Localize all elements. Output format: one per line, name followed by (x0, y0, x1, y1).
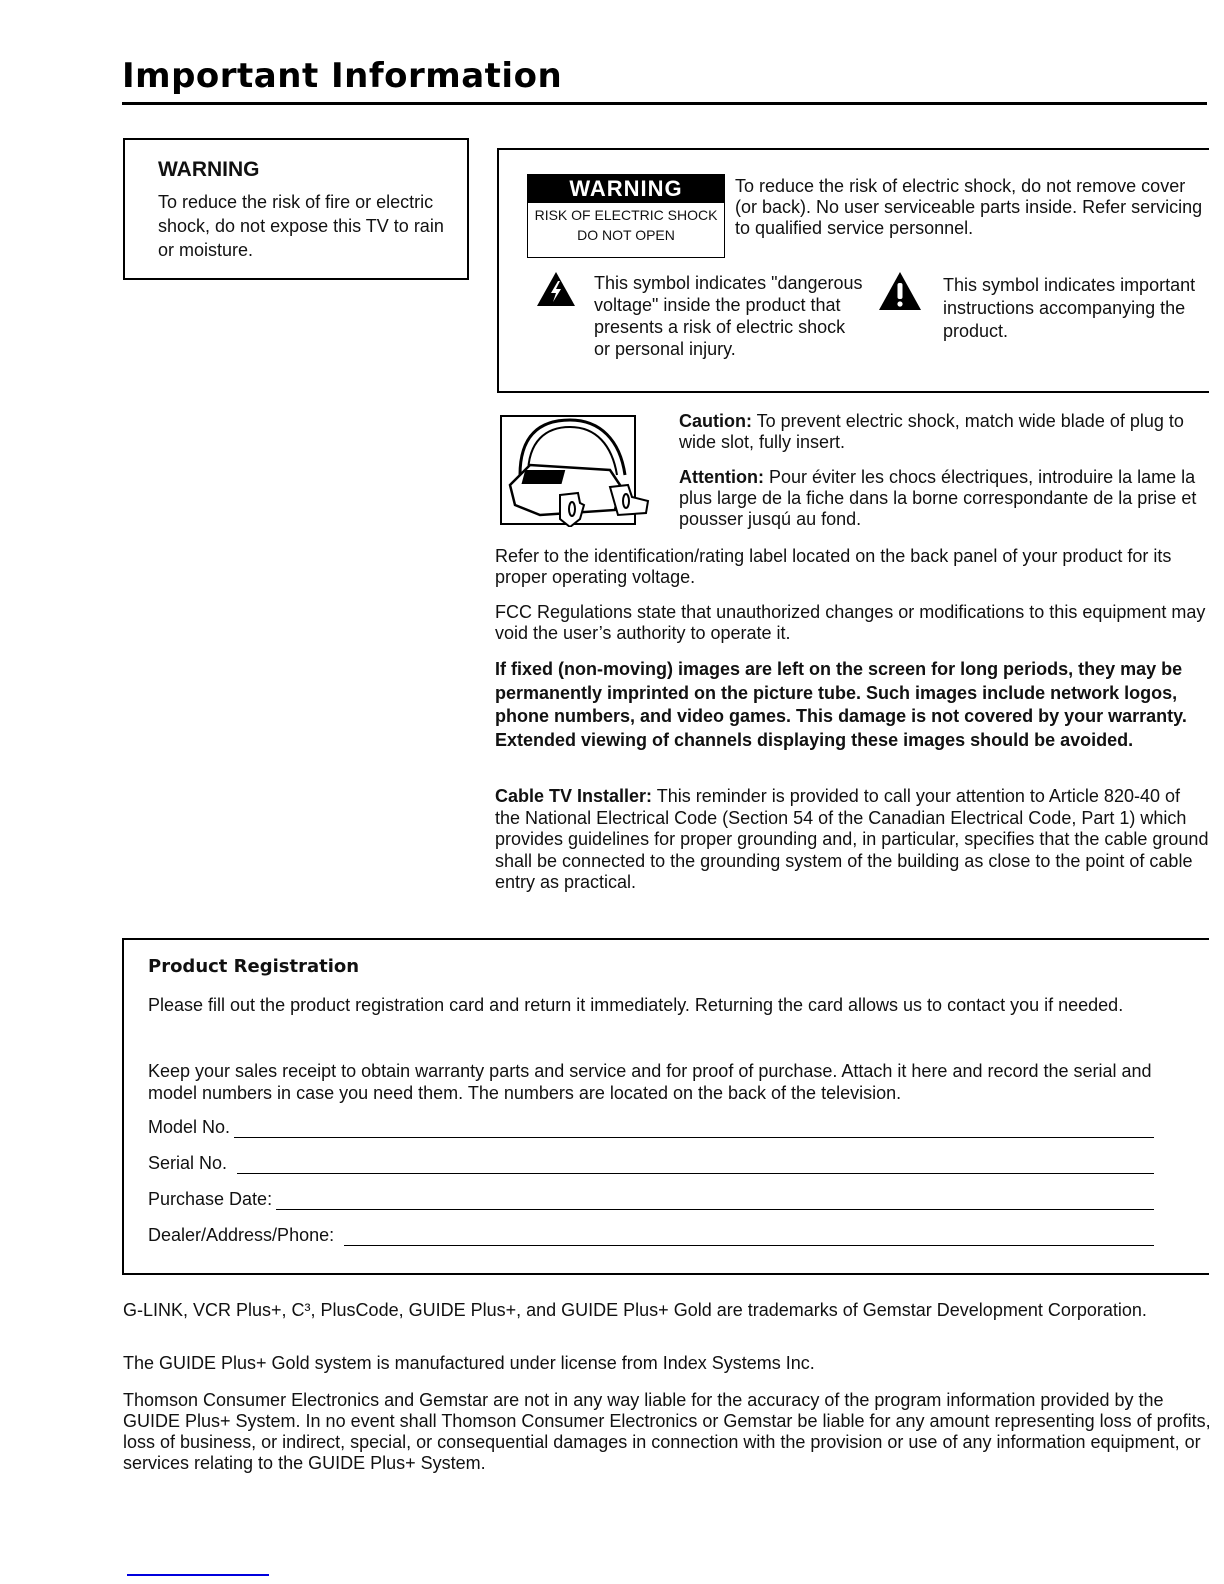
license-paragraph: The GUIDE Plus+ Gold system is manufactured under license from Index Systems Inc. (123, 1353, 815, 1373)
page-title: Important Information (122, 56, 563, 96)
warning-heading: WARNING (158, 158, 260, 181)
warning-label-line1: RISK OF ELECTRIC SHOCK (534, 207, 718, 223)
warning-label (527, 174, 725, 258)
caution-label: Caution: (679, 411, 752, 431)
cable-installer-paragraph (495, 786, 1209, 894)
dealer-label: Dealer/Address/Phone: (148, 1225, 335, 1245)
warning-text: To reduce the risk of fire or electric shock, do not expose this TV to rain or moisture. (158, 192, 444, 260)
electric-shock-box (497, 148, 1209, 393)
warning-label-line2: DO NOT OPEN (577, 227, 675, 243)
purchase-date-input[interactable] (276, 1191, 1154, 1210)
polarized-plug-icon (500, 415, 650, 532)
registration-paragraph-2: Keep your sales receipt to obtain warranty parts and service and for proof of purchase. Attach it here and record the serial and model numbers in case you need them. The numbers are located on the back of the television. (148, 1061, 1152, 1103)
rating-label-paragraph: Refer to the identification/rating label located on the back panel of your product for its proper operating voltage. (495, 546, 1172, 587)
warning-label-band: WARNING (528, 175, 724, 203)
model-number-label: Model No. (148, 1117, 231, 1137)
trademarks-paragraph: G-LINK, VCR Plus+, C³, PlusCode, GUIDE Plus+, and GUIDE Plus+ Gold are trademarks of Gemstar Development Corporation. (123, 1300, 1147, 1320)
fixed-images-warning: If fixed (non-moving) images are left on the screen for long periods, they may be permanently imprinted on the picture tube. Such images include network logos, phone numbers, and video games. This damage is not covered by your warranty. Extended viewing of channels displaying these images should be avoided. (495, 659, 1187, 750)
fire-warning-box (123, 138, 469, 280)
model-number-input[interactable] (234, 1119, 1154, 1138)
liability-paragraph: Thomson Consumer Electronics and Gemstar are not in any way liable for the accuracy of the program information provided by the GUIDE Plus+ System. In no event shall Thomson Consumer Electronics or Gemstar be liable for any amount representing loss of profits, loss of business, or indirect, special, or consequential damages in connection with the provision or use of any information equipment, or services relating to the GUIDE Plus+ System. (123, 1390, 1211, 1473)
voltage-symbol-text: This symbol indicates "dangerous voltage" inside the product that presents a risk of electric shock or personal injury. (594, 273, 863, 359)
serial-number-input[interactable] (237, 1155, 1154, 1174)
instructions-symbol-text: This symbol indicates important instructions accompanying the product. (943, 275, 1196, 341)
fcc-paragraph: FCC Regulations state that unauthorized changes or modifications to this equipment may void the user’s authority to operate it. (495, 602, 1206, 643)
purchase-date-field (148, 1186, 1154, 1210)
shock-warning-text: To reduce the risk of electric shock, do not remove cover (or back). No user serviceable parts inside. Refer servicing to qualified service personnel. (735, 176, 1203, 238)
dealer-input[interactable] (344, 1227, 1154, 1246)
model-number-field (148, 1114, 1154, 1138)
product-registration-box (122, 938, 1209, 1275)
lightning-triangle-icon (537, 272, 575, 311)
exclamation-triangle-icon (879, 272, 921, 315)
cable-installer-body: This reminder is provided to call your attention to Article 820-40 of the National Electrical Code (Section 54 of the Canadian Electrical Code, Part 1) which provides guidelines for proper grounding and, in particular, specifies that the cable ground shall be connected to the grounding system of the building as close to the point of cable entry as practical. (495, 786, 1209, 892)
attention-body: Pour éviter les chocs électriques, introduire la lame la plus large de la fiche dans la borne correspondante de la prise et pousser jusqú au fond. (679, 467, 1197, 529)
registration-title: Product Registration (148, 956, 360, 977)
attention-label: Attention: (679, 467, 764, 487)
registration-paragraph-1: Please fill out the product registration card and return it immediately. Returning the card allows us to contact you if needed. (148, 995, 1124, 1015)
cable-installer-label: Cable TV Installer: (495, 786, 653, 806)
dealer-field (148, 1222, 1154, 1246)
purchase-date-label: Purchase Date: (148, 1189, 273, 1209)
footer-rule (127, 1574, 269, 1576)
caution-text (679, 411, 1209, 453)
caution-body: To prevent electric shock, match wide blade of plug to wide slot, fully insert. (679, 411, 1184, 452)
attention-text (679, 467, 1209, 530)
serial-number-field (148, 1150, 1154, 1174)
title-divider (122, 102, 1207, 105)
serial-number-label: Serial No. (148, 1153, 228, 1173)
